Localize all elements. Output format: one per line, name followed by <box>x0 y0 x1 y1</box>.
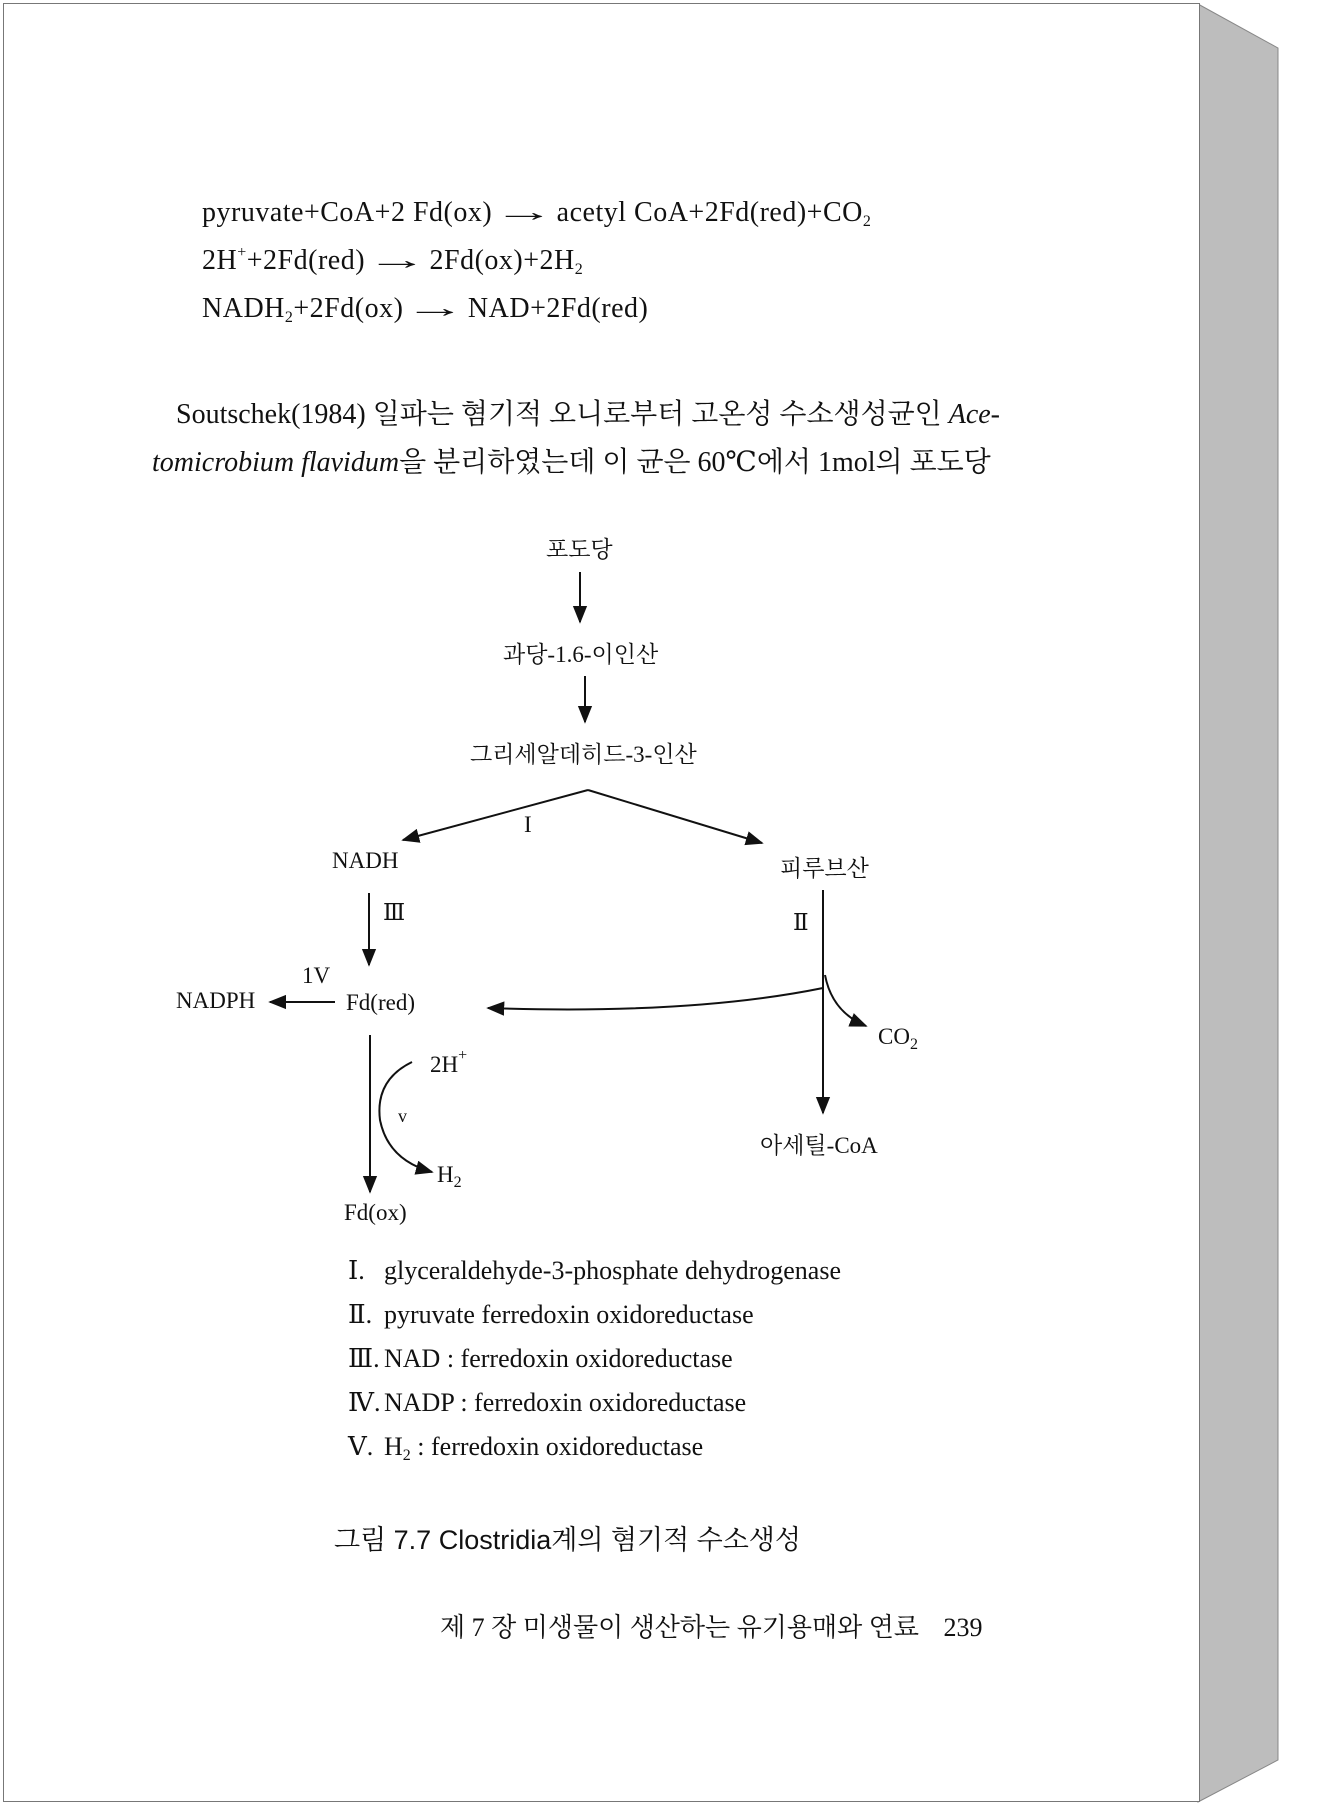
node-nadph: NADPH <box>176 988 256 1013</box>
enzyme-mark-v: v <box>398 1106 407 1126</box>
node-fd-red: Fd(red) <box>346 990 415 1015</box>
para-line1-text: Soutschek(1984) 일파는 혐기적 오니로부터 고온성 수소생성균인 <box>176 399 942 430</box>
two-h-sup: + <box>458 1047 468 1064</box>
arrow-pyruvate-to-co2 <box>825 975 866 1026</box>
node-fructose-bisphosphate: 과당-1.6-이인산 <box>503 642 659 667</box>
eq1-left: pyruvate+CoA+2 Fd(ox) <box>202 197 493 228</box>
legend-text-3: NAD : ferredoxin oxidoreductase <box>384 1344 733 1373</box>
h2-sub: 2 <box>453 1174 462 1191</box>
footer-page-number: 239 <box>943 1613 983 1642</box>
eq2-2h: 2H <box>202 245 238 276</box>
eq2-h2-sub: 2 <box>574 261 584 278</box>
eq3-arrow: → <box>404 293 468 324</box>
legend-num-1: Ⅰ. <box>348 1256 365 1285</box>
legend-item-2 <box>348 1300 754 1330</box>
legend-text-2: pyruvate ferredoxin oxidoreductase <box>384 1300 754 1329</box>
legend-item-4 <box>348 1388 746 1418</box>
eq1-co2-sub: 2 <box>862 213 872 230</box>
eq3-right: NAD+2Fd(red) <box>467 293 649 324</box>
eq2-right: 2Fd(ox)+2H <box>429 245 575 276</box>
eq1-right: acetyl CoA+2Fd(red)+CO <box>556 197 863 228</box>
eq3-nadh: NADH <box>202 293 285 324</box>
eq3-left: +2Fd(ox) <box>293 293 404 324</box>
figure-caption: 그림 7.7 Clostridia계의 혐기적 수소생성 <box>334 1525 801 1555</box>
para-line2-italic: tomicrobium flavidum <box>152 447 400 478</box>
enzyme-mark-iii: Ⅲ <box>383 900 406 925</box>
two-h-text: 2H <box>430 1052 459 1077</box>
legend-rest-5: : ferredoxin oxidoreductase <box>410 1432 704 1461</box>
arrow-pyruvate-to-fdred <box>488 988 823 1009</box>
node-glucose: 포도당 <box>546 537 613 562</box>
eq2-plus-sup: + <box>237 244 247 261</box>
legend-num-5: Ⅴ. <box>348 1432 374 1461</box>
eq3-nadh-sub: 2 <box>284 309 294 326</box>
legend-text-1: glyceraldehyde-3-phosphate dehydrogenase <box>384 1256 841 1285</box>
legend-text-5: H <box>384 1432 403 1461</box>
co2-text: CO <box>878 1024 910 1049</box>
node-h2 <box>437 1162 462 1191</box>
node-2h-plus <box>430 1047 468 1078</box>
legend-item-1 <box>348 1256 841 1286</box>
legend-sub-5: 2 <box>402 1447 411 1464</box>
h2-text: H <box>437 1162 454 1187</box>
node-co2 <box>878 1024 918 1053</box>
node-nadh: NADH <box>332 848 399 873</box>
eq1-arrow: → <box>493 197 556 228</box>
eq2-left: +2Fd(red) <box>246 245 366 276</box>
arrow-g3p-to-pyruvate <box>588 790 762 843</box>
enzyme-mark-i: I <box>524 812 532 837</box>
node-fd-ox: Fd(ox) <box>344 1200 407 1225</box>
legend-num-3: Ⅲ. <box>348 1344 380 1373</box>
node-pyruvate: 피루브산 <box>780 856 869 881</box>
legend-text-4: NADP : ferredoxin oxidoreductase <box>384 1388 747 1417</box>
legend-num-2: Ⅱ. <box>348 1300 373 1329</box>
para-line1-italic: Ace- <box>948 399 1001 430</box>
node-glyceraldehyde-3-phosphate: 그리세알데히드-3-인산 <box>470 742 697 767</box>
legend-num-4: Ⅳ. <box>348 1388 381 1417</box>
enzyme-mark-ii: Ⅱ <box>793 910 809 935</box>
enzyme-mark-iv: 1V <box>302 963 331 988</box>
legend-item-3 <box>348 1344 733 1374</box>
arrow-g3p-to-nadh <box>403 790 588 840</box>
legend-item-5 <box>348 1432 703 1462</box>
footer-chapter: 제 7 장 미생물이 생산하는 유기용매와 연료 <box>440 1613 919 1642</box>
page-footer <box>440 1607 982 1644</box>
eq2-arrow: → <box>365 245 429 276</box>
co2-sub: 2 <box>909 1036 918 1053</box>
para-line2-text: 을 분리하였는데 이 균은 60℃에서 1mol의 포도당 <box>399 447 991 478</box>
node-acetyl-coa: 아세틸-CoA <box>760 1133 878 1158</box>
